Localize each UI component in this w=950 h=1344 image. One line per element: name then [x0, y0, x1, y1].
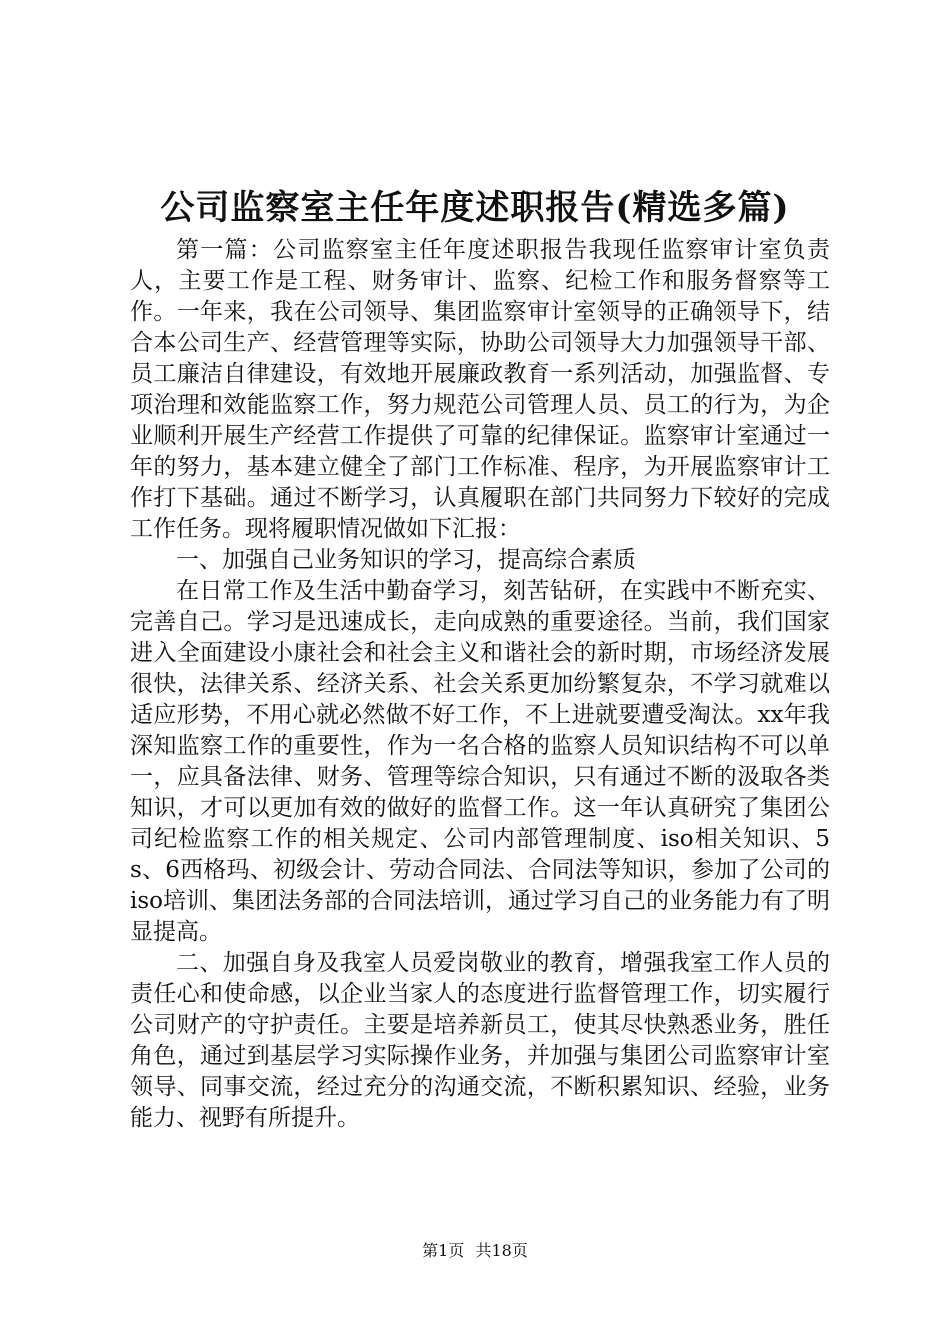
paragraph-section-1: 在日常工作及生活中勤奋学习，刻苦钻研，在实践中不断充实、完善自己。学习是迅速成长，走向成熟的重要途径。当前，我们国家进入全面建设小康社会和社会主义和谐社会的新时期，市场经济发展很快，法律关系、经济关系、社会关系更加纷繁复杂，不学习就难以适应形势，不用心就必然做不好工作，不上进就要遭受淘汰。xx年我深知监察工作的重要性，作为一名合格的监察人员知识结构不可以单一，应具备法律、财务、管理等综合知识，只有通过不断的汲取各类知识，才可以更加有效的做好的监督工作。这一年认真研究了集团公司纪检监察工作的相关规定、公司内部管理制度、iso相关知识、5s、6西格玛、初级会计、劳动合同法、合同法等知识，参加了公司的iso培训、集团法务部的合同法培训，通过学习自己的业务能力有了明显提高。 — [130, 578, 831, 945]
page-number: 第1页 — [422, 1241, 465, 1260]
document-title: 公司监察室主任年度述职报告(精选多篇) — [160, 188, 790, 228]
paragraph-intro: 第一篇：公司监察室主任年度述职报告我现任监察审计室负责人，主要工作是工程、财务审计、监察、纪检工作和服务督察等工作。一年来，我在公司领导、集团监察审计室领导的正确领导下，结合本公司生产、经营管理等实际，协助公司领导大力加强领导干部、员工廉洁自律建设，有效地开展廉政教育一系列活动，加强监督、专项治理和效能监察工作，努力规范公司管理人员、员工的行为，为企业顺利开展生产经营工作提供了可靠的纪律保证。监察审计室通过一年的努力，基本建立健全了部门工作标准、程序，为开展监察审计工作打下基础。通过不断学习，认真履职在部门共同努力下较好的完成工作任务。现将履职情况做如下汇报： — [130, 237, 830, 542]
page-footer — [0, 1241, 950, 1261]
page-total: 共18页 — [475, 1241, 528, 1260]
section-heading-1: 一、加强自己业务知识的学习，提高综合素质 — [176, 547, 636, 573]
paragraph-section-2: 二、加强自身及我室人员爱岗敬业的教育，增强我室工作人员的责任心和使命感，以企业当家人的态度进行监督管理工作，切实履行公司财产的守护责任。主要是培养新员工，使其尽快熟悉业务，胜任角色，通过到基层学习实际操作业务，并加强与集团公司监察审计室领导、同事交流，经过充分的沟通交流，不断积累知识、经验，业务能力、视野有所提升。 — [130, 950, 830, 1131]
document-body — [130, 235, 830, 1134]
